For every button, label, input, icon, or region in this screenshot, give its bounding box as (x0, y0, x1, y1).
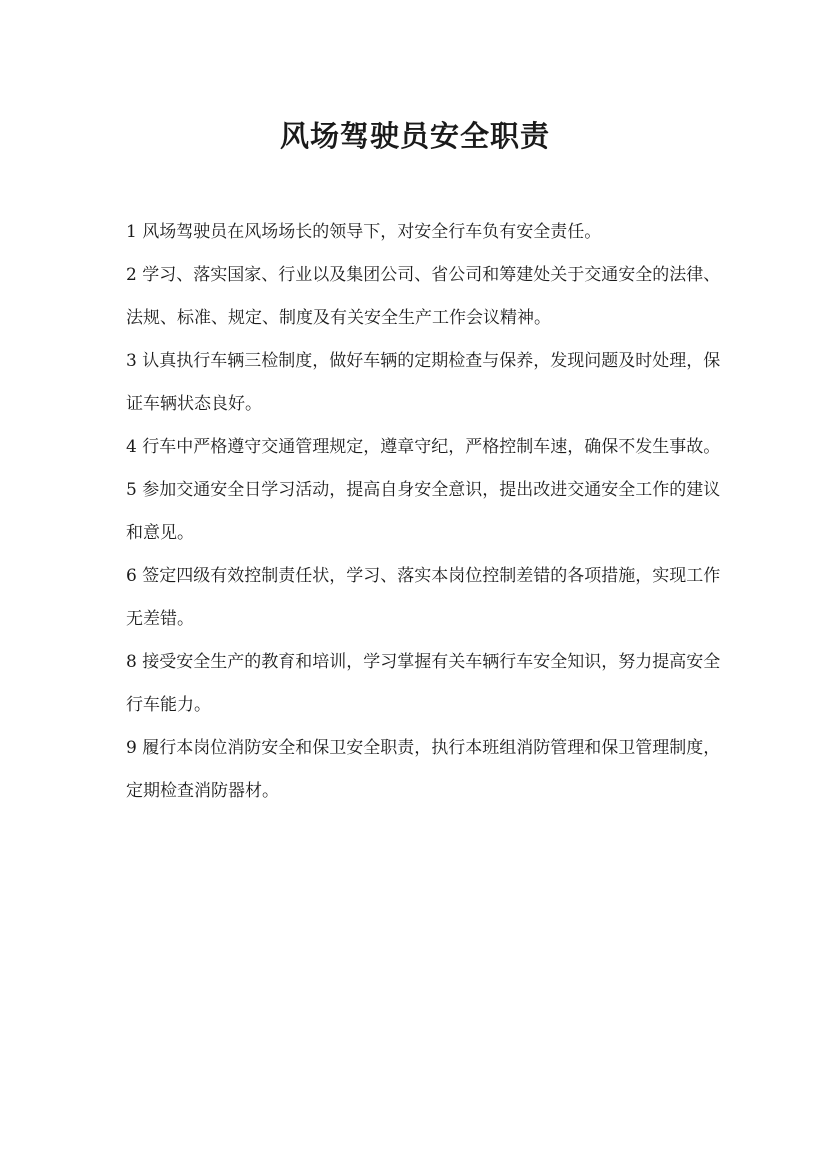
document-title: 风场驾驶员安全职责 (279, 119, 550, 153)
paragraph-line: 证车辆状态良好。 (126, 394, 262, 414)
paragraph (126, 347, 721, 433)
paragraph-line: 5 参加交通安全日学习活动，提高自身安全意识，提出改进交通安全工作的建议 (126, 480, 721, 500)
paragraph-line: 2 学习、落实国家、行业以及集团公司、省公司和筹建处关于交通安全的法律、 (126, 265, 721, 285)
paragraph-line: 定期检查消防器材。 (126, 781, 279, 801)
paragraph (126, 433, 721, 476)
paragraph-line: 3 认真执行车辆三检制度，做好车辆的定期检查与保养，发现问题及时处理，保 (126, 351, 721, 371)
paragraph (126, 476, 721, 562)
paragraph-line: 行车能力。 (126, 695, 211, 715)
paragraph-line: 和意见。 (126, 523, 194, 543)
paragraph-line: 6 签定四级有效控制责任状，学习、落实本岗位控制差错的各项措施，实现工作 (126, 566, 721, 586)
paragraph (126, 562, 721, 648)
paragraph (126, 218, 716, 261)
paragraph-line: 法规、标准、规定、制度及有关安全生产工作会议精神。 (126, 308, 551, 328)
paragraph-line: 9 履行本岗位消防安全和保卫安全职责，执行本班组消防管理和保卫管理制度， (126, 738, 721, 758)
paragraph-line: 1 风场驾驶员在风场场长的领导下，对安全行车负有安全责任。 (126, 222, 602, 242)
paragraph (126, 261, 721, 347)
paragraph (126, 734, 721, 820)
document-body (126, 218, 721, 820)
paragraph-line: 无差错。 (126, 609, 194, 629)
paragraph (126, 648, 721, 734)
paragraph-line: 8 接受安全生产的教育和培训，学习掌握有关车辆行车安全知识，努力提高安全 (126, 652, 721, 672)
paragraph-line: 4 行车中严格遵守交通管理规定，遵章守纪，严格控制车速，确保不发生事故。 (126, 437, 721, 457)
